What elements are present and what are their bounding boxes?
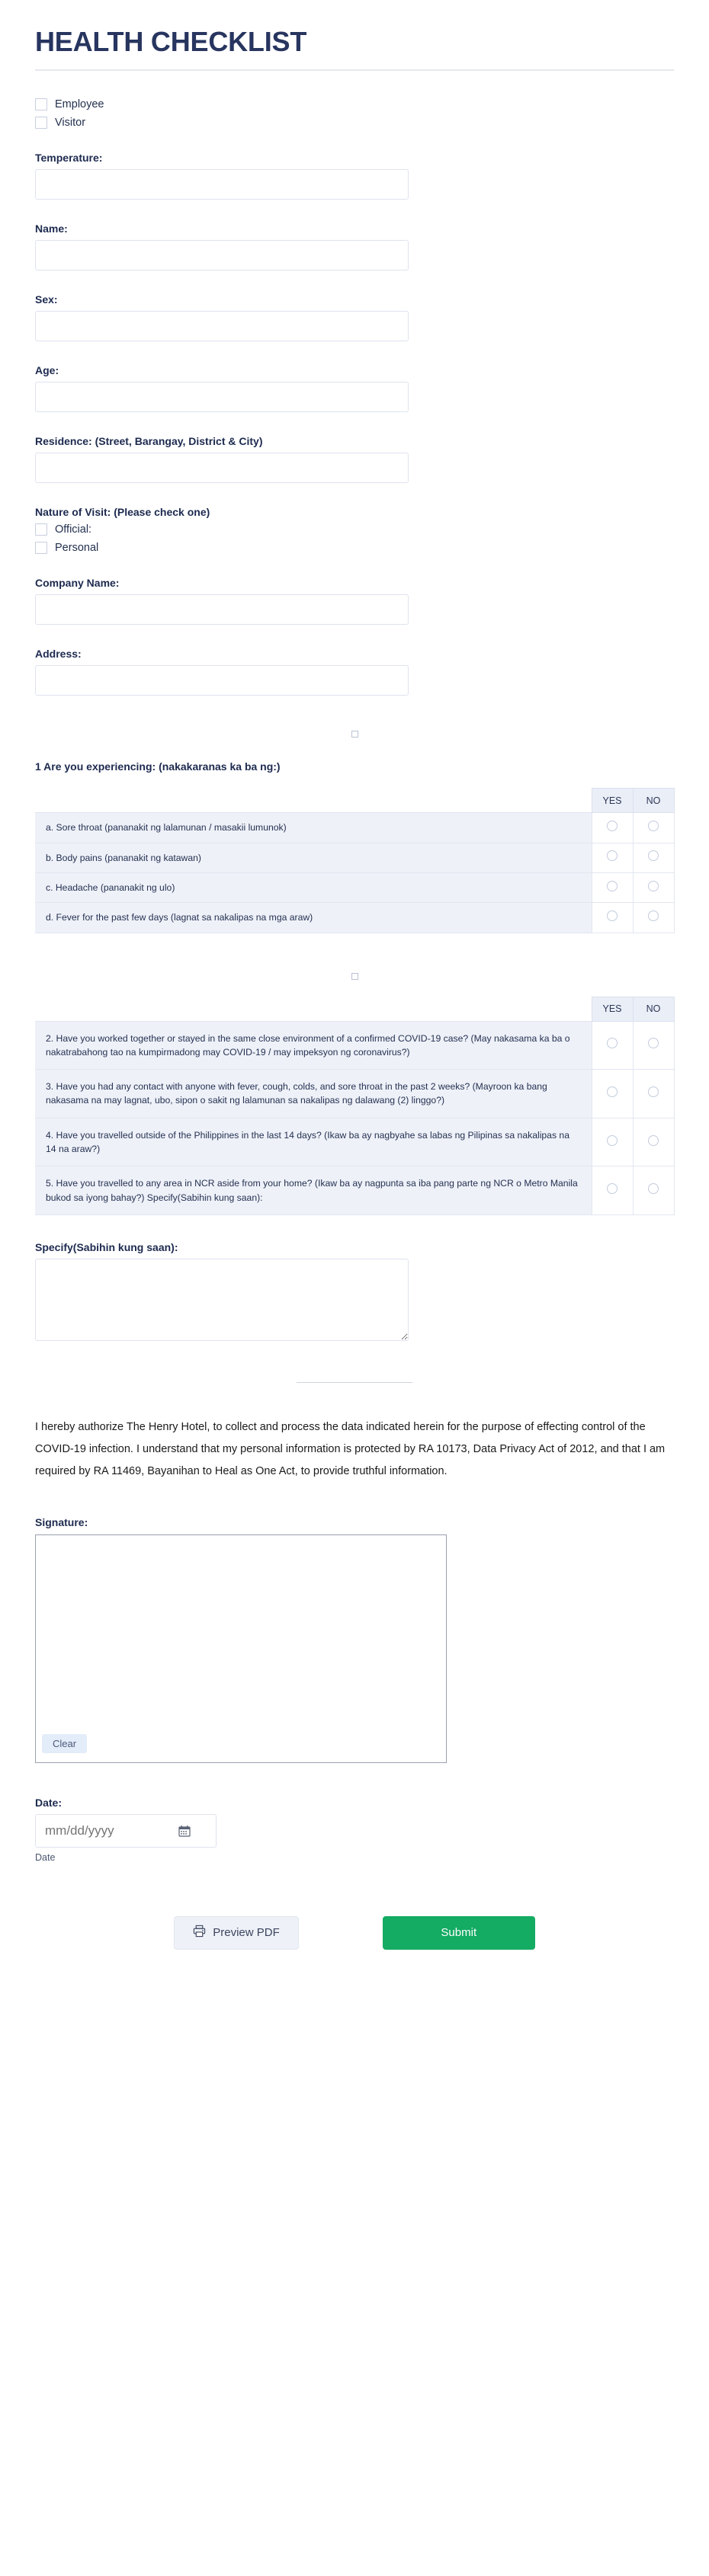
checkbox-employee-label: Employee — [55, 98, 104, 111]
radio-cell-yes[interactable] — [592, 1070, 633, 1118]
radio-button-icon[interactable] — [607, 821, 618, 831]
question2-row-text: 3. Have you had any contact with anyone with fever, cough, colds, and sore throat in the past 2 weeks? (Mayroon ka bang nakasama na may lagnat, ubo, sipon o sakit ng lalamunan sa nakalipas ng dalawang (2) linggo?) — [35, 1070, 592, 1118]
printer-icon — [193, 1925, 206, 1941]
question1-row-text: a. Sore throat (pananakit ng lalamunan / masakii lumunok) — [35, 813, 592, 843]
matrix-header-no: NO — [633, 997, 674, 1021]
field-temperature — [35, 152, 674, 200]
preview-pdf-label: Preview PDF — [213, 1926, 280, 1940]
question2-row-text: 2. Have you worked together or stayed in the same close environment of a confirmed COVID-19 case? (May nakasama ka ba o nakatrabahong tao na kumpirmadong may COVID-19 / may impeksyon ng coronavirus?) — [35, 1021, 592, 1070]
question2-matrix — [35, 997, 675, 1215]
field-signature — [35, 1516, 674, 1763]
address-label: Address: — [35, 648, 82, 661]
table-row — [35, 1021, 674, 1070]
mini-checkbox-icon[interactable] — [351, 973, 358, 980]
field-address — [35, 648, 674, 696]
radio-cell-yes[interactable] — [592, 1021, 633, 1070]
checkbox-box-icon[interactable] — [35, 98, 47, 110]
radio-button-icon[interactable] — [648, 1038, 659, 1048]
question2-row-text: 4. Have you travelled outside of the Philippines in the last 14 days? (Ikaw ba ay nagbyahe sa labas ng Pilipinas sa nakalipas na 14 na araw?) — [35, 1118, 592, 1166]
checkbox-visitor-label: Visitor — [55, 117, 86, 130]
table-row — [35, 813, 674, 843]
age-label: Age: — [35, 364, 59, 377]
clear-signature-button[interactable]: Clear — [42, 1734, 87, 1753]
section-separator-checkbox-2 — [35, 973, 674, 980]
radio-cell-yes[interactable] — [592, 872, 633, 902]
radio-cell-no[interactable] — [633, 1118, 674, 1166]
radio-cell-no[interactable] — [633, 843, 674, 872]
submit-button[interactable]: Submit — [383, 1916, 535, 1950]
radio-button-icon[interactable] — [648, 1183, 659, 1194]
company-name-label: Company Name: — [35, 577, 120, 590]
health-checklist-form — [0, 26, 709, 2576]
temperature-label: Temperature: — [35, 152, 103, 165]
nature-of-visit-label: Nature of Visit: (Please check one) — [35, 506, 210, 519]
checkbox-box-icon[interactable] — [35, 117, 47, 129]
checkbox-visitor[interactable] — [35, 117, 674, 129]
field-specify — [35, 1241, 674, 1341]
matrix-header-spacer — [35, 997, 592, 1021]
matrix-header-yes: YES — [592, 789, 633, 813]
question1-matrix — [35, 788, 675, 933]
table-row — [35, 903, 674, 933]
radio-button-icon[interactable] — [607, 1086, 618, 1097]
field-name — [35, 222, 674, 270]
matrix-header-row — [35, 997, 674, 1021]
preview-pdf-button[interactable] — [174, 1916, 299, 1950]
sex-label: Sex: — [35, 293, 58, 306]
checkbox-official[interactable] — [35, 523, 674, 536]
radio-button-icon[interactable] — [648, 821, 659, 831]
radio-cell-yes[interactable] — [592, 903, 633, 933]
radio-button-icon[interactable] — [607, 881, 618, 891]
radio-cell-no[interactable] — [633, 1166, 674, 1215]
checkbox-box-icon[interactable] — [35, 523, 47, 536]
radio-button-icon[interactable] — [648, 1135, 659, 1146]
radio-cell-no[interactable] — [633, 1021, 674, 1070]
radio-cell-no[interactable] — [633, 872, 674, 902]
field-company-name — [35, 577, 674, 625]
signature-pad[interactable] — [35, 1534, 447, 1763]
section-divider — [297, 1382, 412, 1383]
checkbox-box-icon[interactable] — [35, 542, 47, 554]
field-date — [35, 1797, 674, 1863]
sex-input[interactable] — [35, 311, 409, 341]
matrix-header-no: NO — [633, 789, 674, 813]
mini-checkbox-icon[interactable] — [351, 731, 358, 738]
radio-button-icon[interactable] — [607, 910, 618, 921]
page-title: HEALTH CHECKLIST — [35, 26, 307, 57]
matrix-header-spacer — [35, 789, 592, 813]
table-row — [35, 1166, 674, 1215]
table-row — [35, 843, 674, 872]
person-type-group — [35, 98, 674, 129]
table-row — [35, 872, 674, 902]
field-nature-of-visit — [35, 506, 674, 554]
section-separator-checkbox-1 — [35, 731, 674, 738]
name-label: Name: — [35, 222, 68, 235]
question2-block — [35, 997, 674, 1215]
question1-row-text: d. Fever for the past few days (lagnat sa nakalipas na mga araw) — [35, 903, 592, 933]
age-input[interactable] — [35, 382, 409, 412]
question1-block — [35, 760, 674, 933]
field-sex — [35, 293, 674, 341]
radio-cell-no[interactable] — [633, 813, 674, 843]
field-age — [35, 364, 674, 412]
signature-label: Signature: — [35, 1515, 88, 1528]
radio-cell-no[interactable] — [633, 1070, 674, 1118]
table-row — [35, 1070, 674, 1118]
date-helper-text: Date — [35, 1851, 56, 1863]
radio-cell-yes[interactable] — [592, 1166, 633, 1215]
radio-button-icon[interactable] — [648, 881, 659, 891]
residence-label: Residence: (Street, Barangay, District & City) — [35, 435, 263, 448]
question1-heading: 1 Are you experiencing: (nakakaranas ka ba ng:) — [35, 760, 281, 773]
matrix-header-row — [35, 789, 674, 813]
checkbox-personal-label: Personal — [55, 542, 99, 555]
date-input-shell — [35, 1814, 217, 1848]
question2-row-text: 5. Have you travelled to any area in NCR aside from your home? (Ikaw ba ay nagpunta sa iba pang parte ng NCR o Metro Manila bukod sa iyong bahay?) Specify(Sabihin kung saan): — [35, 1166, 592, 1215]
residence-input[interactable] — [35, 453, 409, 483]
date-label: Date: — [35, 1796, 63, 1809]
address-input[interactable] — [35, 665, 409, 696]
radio-button-icon[interactable] — [607, 850, 618, 861]
consent-paragraph: I hereby authorize The Henry Hotel, to collect and process the data indicated herein for the purpose of effecting control of the COVID-19 infection. I understand that my personal information is protected by RA 10173, Data Privacy Act of 2012, and that I am required by RA 11469, Bayanihan to Heal as One Act, to provide truthful information. — [35, 1420, 666, 1477]
title-divider — [35, 69, 674, 71]
radio-button-icon[interactable] — [648, 1086, 659, 1097]
company-name-input[interactable] — [35, 594, 409, 625]
checkbox-personal[interactable] — [35, 542, 674, 554]
name-input[interactable] — [35, 240, 409, 270]
checkbox-employee[interactable] — [35, 98, 674, 110]
radio-button-icon[interactable] — [607, 1183, 618, 1194]
radio-cell-yes[interactable] — [592, 813, 633, 843]
specify-textarea[interactable] — [35, 1259, 409, 1341]
specify-label: Specify(Sabihin kung saan): — [35, 1240, 178, 1253]
date-input[interactable] — [35, 1814, 217, 1848]
radio-button-icon[interactable] — [648, 850, 659, 861]
radio-button-icon[interactable] — [607, 1135, 618, 1146]
matrix-header-yes: YES — [592, 997, 633, 1021]
field-residence — [35, 435, 674, 483]
temperature-input[interactable] — [35, 169, 409, 200]
radio-cell-no[interactable] — [633, 903, 674, 933]
question1-row-text: b. Body pains (pananakit ng katawan) — [35, 843, 592, 872]
table-row — [35, 1118, 674, 1166]
radio-button-icon[interactable] — [607, 1038, 618, 1048]
question1-row-text: c. Headache (pananakit ng ulo) — [35, 872, 592, 902]
radio-cell-yes[interactable] — [592, 843, 633, 872]
checkbox-official-label: Official: — [55, 523, 92, 536]
radio-cell-yes[interactable] — [592, 1118, 633, 1166]
footer-actions — [35, 1916, 674, 1950]
radio-button-icon[interactable] — [648, 910, 659, 921]
